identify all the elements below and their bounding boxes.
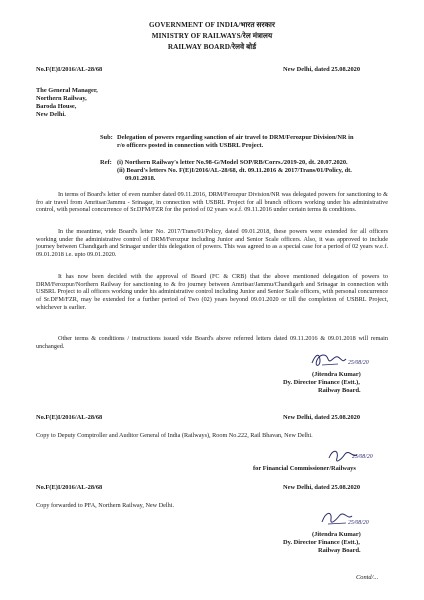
- copy2-designation: Dy. Director Finance (Estt.),: [283, 539, 360, 546]
- addressee-line: The General Manager,: [36, 87, 98, 94]
- header-government: GOVERNMENT OF INDIA/भारत सरकार: [148, 21, 276, 29]
- reference-line: 09.01.2018.: [125, 175, 156, 182]
- addressee-line: Northern Railway,: [36, 95, 87, 102]
- reference-label: Ref:: [100, 159, 112, 166]
- paragraph-1: In terms of Board's letter of even number dated 09.11.2016, DRM/Ferozpur Division/NR was delegated powers for sanctioning to & fro air travel from Amritsar/Jammu - Srinagar, in connection with USBRL Project for all branch officers working under his administrative control, with personal concurrence of Sr.DFM/FZR for the period of 02 years w.e.f. 09.11.2016 under certain terms & conditions.: [36, 191, 388, 214]
- copy2-office: Railway Board.: [318, 547, 361, 554]
- copy1-text: Copy to Deputy Comptroller and Auditor General of India (Railways), Room No.222, Rail Bhavan, New Delhi.: [36, 432, 313, 439]
- continued-marker: Contd/...: [356, 574, 379, 581]
- signatory-designation: Dy. Director Finance (Estt.),: [283, 379, 360, 386]
- subject-label: Sub:: [100, 134, 113, 141]
- addressee-line: Baroda House,: [36, 103, 77, 110]
- copy2-text: Copy forwarded to PFA, Northern Railway, New Delhi.: [36, 502, 174, 509]
- reference-line: (ii) Board's letters No. F(E)I/2016/AL-28/68, dt. 09.11.2016 & 2017/Trans/01/Policy, dt.: [117, 167, 352, 174]
- file-number: No.F(E)I/2016/AL-28/68: [36, 66, 103, 73]
- header-board: RAILWAY BOARD/रेलवे बोर्ड: [167, 43, 257, 51]
- letter-date: New Delhi, dated 25.08.2020: [283, 66, 361, 73]
- reference-line: (i) Northern Railway's letter No.98-G/Model SOP/RB/Corrs./2019-20, dt. 20.07.2020.: [117, 159, 348, 166]
- copy2-file-number: No.F(E)I/2016/AL-28/68: [36, 484, 103, 491]
- signatory-name: (Jitendra Kumar): [312, 371, 361, 378]
- paragraph-3: It has now been decided with the approval of Board (FC & CRB) that the above mentioned delegation of powers to DRM/Ferozpur/Northern Railway for sanctioning to & fro journey between Amritsar/Jammu/Chandigarh and Srinagar in connection with USBRL Project to all officers working under his administrative control including Junior and Senior Scale officers, with personal concurrence of Sr.DFM/FZR, may be extended for a further period of Two (02) years beyond 09.01.2020 or till the completion of USBRL Project, whichever is earlier.: [36, 273, 388, 311]
- addressee-line: New Delhi.: [36, 111, 66, 118]
- paragraph-2: In the meantime, vide Board's letter No. 2017/Trans/01/Policy, dated 09.01.2018, these powers were extended for all officers working under the administrative control of DRM/Ferozpur including Junior and Senior Scale officers. Also, it was approved to include journey between Chandigarh and Srinagar under this delegation of powers. This was agreed to as a special case for a period of 02 years w.e.f. 09.01.2018 i.e. upto 09.01.2020.: [36, 228, 388, 259]
- copy2-date: New Delhi, dated 25.08.2020: [283, 484, 361, 491]
- signature-initials: 25/08/20: [348, 360, 369, 366]
- copy1-signoff: for Financial Commissioner/Railways: [253, 465, 356, 472]
- copy1-initials: 25/08/20: [352, 454, 373, 460]
- paragraph-4: Other terms & conditions / instructions issued vide Board's above referred letters dated 09.11.2016 & 09.01.2018 will remain unchanged.: [36, 335, 388, 350]
- copy2-initials: 25/08/20: [348, 520, 369, 526]
- copy2-name: (Jitendra Kumar): [312, 531, 361, 538]
- subject-line: Delegation of powers regarding sanction of air travel to DRM/Ferozpur Division/NR in: [117, 134, 354, 141]
- subject-line: r/o officers posted in connection with USBRL Project.: [117, 142, 264, 149]
- header-ministry: MINISTRY OF RAILWAYS/रेल मंत्रालय: [151, 32, 273, 40]
- copy1-date: New Delhi, dated 25.08.2020: [283, 414, 361, 421]
- copy1-file-number: No.F(E)I/2016/AL-28/68: [36, 414, 103, 421]
- signatory-office: Railway Board.: [318, 387, 361, 394]
